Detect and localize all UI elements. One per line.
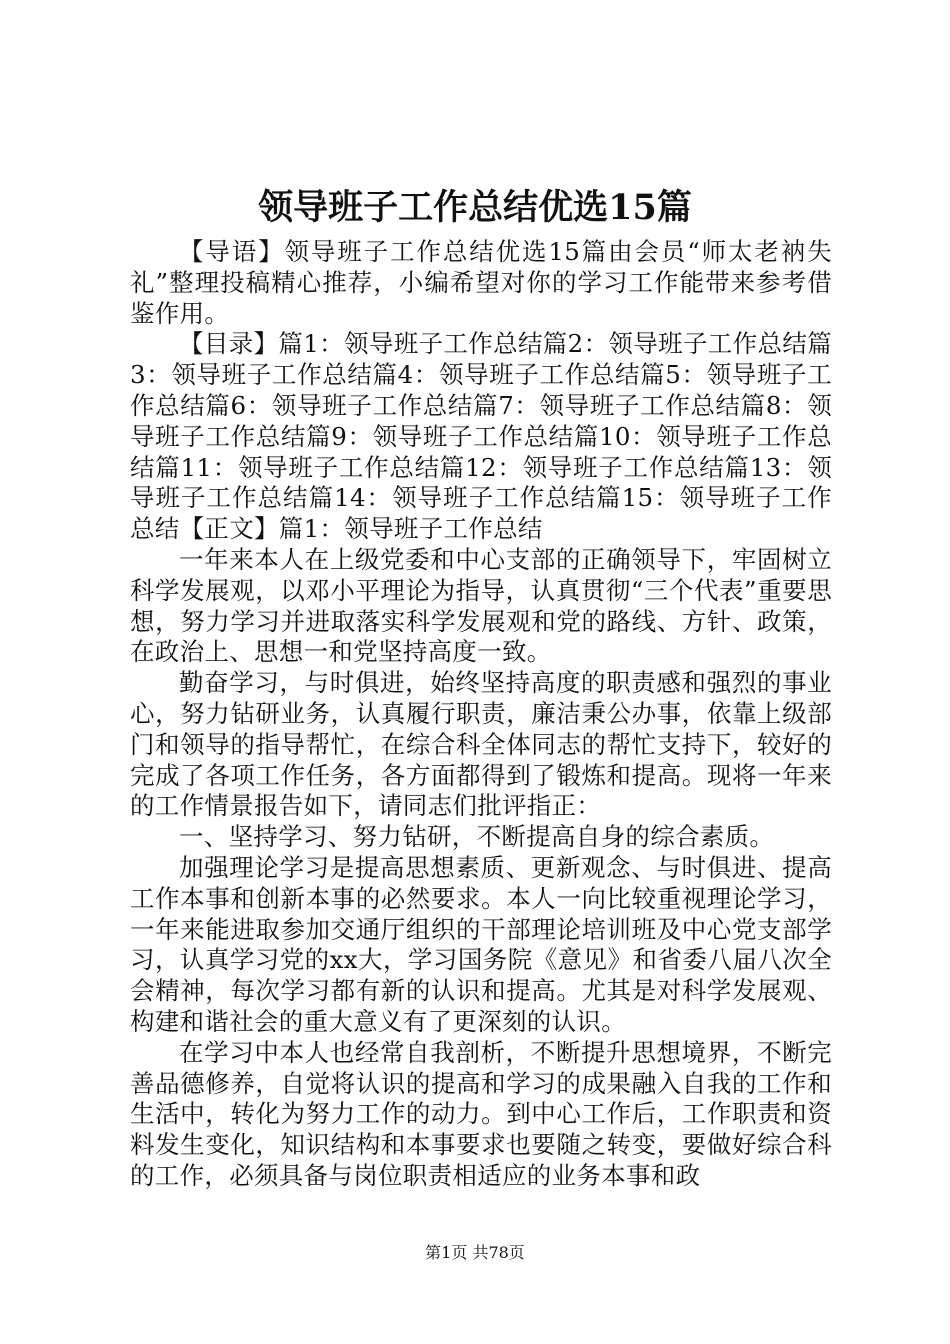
paragraph-toc: 【目录】篇1：领导班子工作总结篇2：领导班子工作总结篇3：领导班子工作总结篇4：领导班子工作总结篇5：领导班子工作总结篇6：领导班子工作总结篇7：领导班子工作总结篇8：领导班子工作总结篇9：领导班子工作总结篇10：领导班子工作总结篇11：领导班子工作总结篇12：领导班子工作总结篇13：领导班子工作总结篇14：领导班子工作总结篇15：领导班子工作总结【正文】篇1：领导班子工作总结 [130, 329, 832, 544]
document-title: 领导班子工作总结优选15篇 [258, 187, 692, 228]
paragraph: 在学习中本人也经常自我剖析，不断提升思想境界，不断完善品德修养，自觉将认识的提高和学习的成果融入自我的工作和生活中，转化为努力工作的动力。到中心工作后，工作职责和资料发生变化，知识结构和本事要求也要随之转变，要做好综合科的工作，必须具备与岗位职责相适应的业务本事和政 [130, 1037, 832, 1190]
paragraph-intro: 【导语】领导班子工作总结优选15篇由会员“师太老衲失礼”整理投稿精心推荐，小编希望对你的学习工作能带来参考借鉴作用。 [130, 237, 832, 328]
paragraph: 加强理论学习是提高思想素质、更新观念、与时俱进、提高工作本事和创新本事的必然要求。本人一向比较重视理论学习，一年来能进取参加交通厅组织的干部理论培训班及中心党支部学习，认真学习党的xx大，学习国务院《意见》和省委八届八次全会精神，每次学习都有新的认识和提高。尤其是对科学发展观、构建和谐社会的重大意义有了更深刻的认识。 [130, 852, 832, 1036]
section-heading: 一、坚持学习、努力钻研，不断提高自身的综合素质。 [179, 822, 775, 852]
document-body [130, 237, 832, 1192]
paragraph: 勤奋学习，与时俱进，始终坚持高度的职责感和强烈的事业心，努力钻研业务，认真履行职责，廉洁秉公办事，依靠上级部门和领导的指导帮忙，在综合科全体同志的帮忙支持下，较好的完成了各项工作任务，各方面都得到了锻炼和提高。现将一年来的工作情景报告如下，请同志们批评指正： [130, 668, 832, 821]
paragraph: 一年来本人在上级党委和中心支部的正确领导下，牢固树立科学发展观，以邓小平理论为指导，认真贯彻“三个代表”重要思想，努力学习并进取落实科学发展观和党的路线、方针、政策，在政治上、思想一和党坚持高度一致。 [130, 544, 832, 667]
page-number-footer: 第1页 共78页 [425, 1243, 525, 1262]
